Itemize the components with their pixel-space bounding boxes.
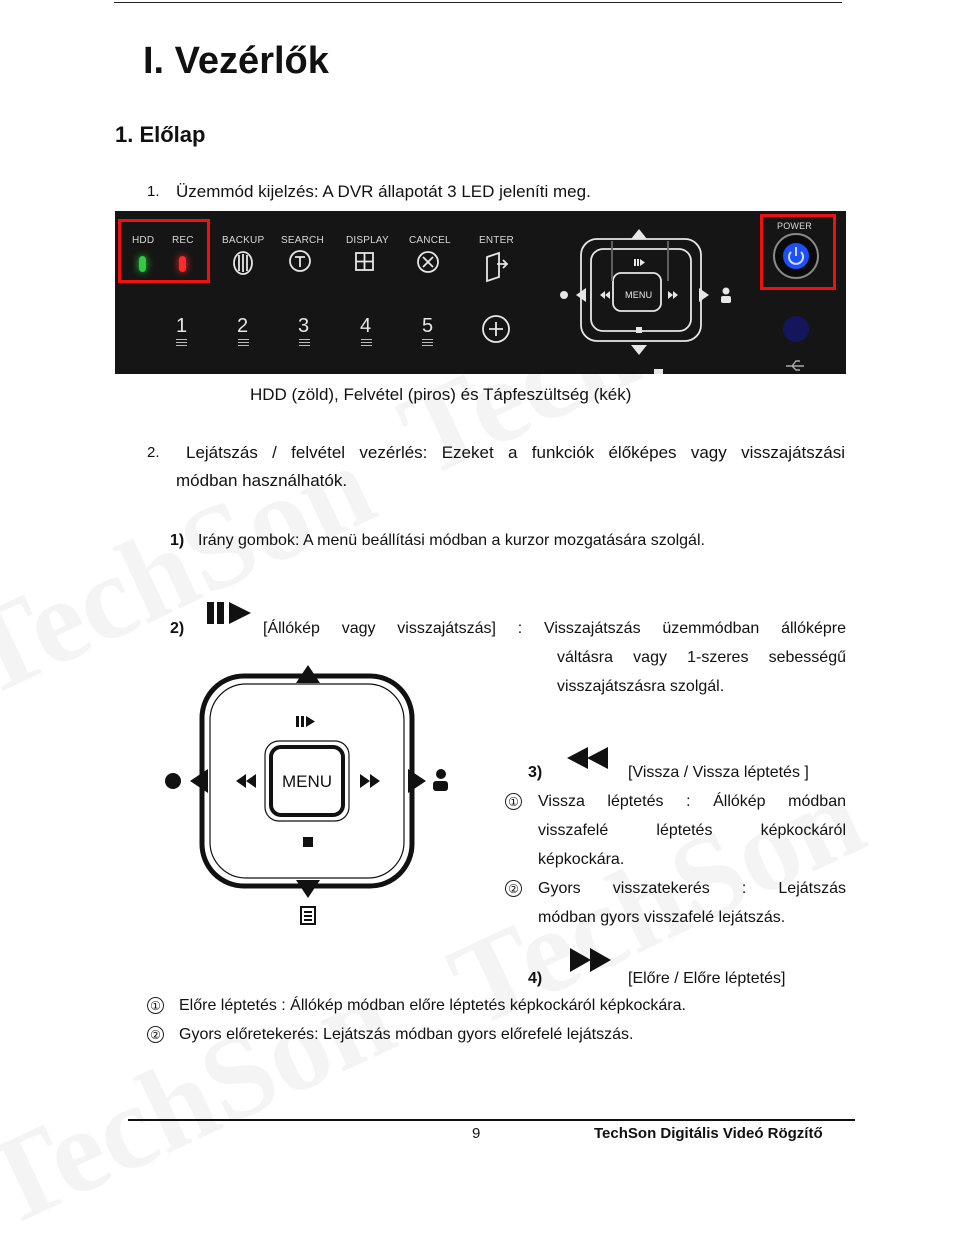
- panel-menu-label: MENU: [625, 290, 653, 300]
- channel-digit: 1: [176, 315, 188, 337]
- circled-number: ①: [505, 793, 522, 811]
- footer-title: TechSon Digitális Videó Rögzítő: [594, 1125, 823, 1142]
- sub3-title: [Vissza / Vissza léptetés ]: [628, 764, 809, 781]
- stop-icon: [303, 837, 313, 847]
- user-icon: [433, 769, 448, 791]
- enter-label: ENTER: [479, 235, 514, 246]
- circled-number: ②: [147, 1026, 164, 1044]
- search-icon: [290, 251, 310, 271]
- sub-number: 4): [528, 970, 543, 987]
- sub2-line3: visszajátszásra szolgál.: [557, 678, 725, 695]
- sub3-c2-line1: Gyors visszatekerés : Lejátszás: [538, 880, 846, 897]
- left-arrow-icon: [190, 769, 208, 793]
- channel-digit: 4: [360, 315, 372, 337]
- sub1-text: Irány gombok: A menü beállítási módban a kurzor mozgatására szolgál.: [198, 532, 705, 549]
- sub4-title: [Előre / Előre léptetés]: [628, 970, 786, 987]
- forward-small-icon: [360, 774, 380, 788]
- channel-dash-icon: [361, 339, 372, 340]
- channel-digit: 5: [422, 315, 434, 337]
- pause-play-small-icon: [296, 716, 315, 727]
- forward-icon: [568, 946, 614, 974]
- enter-icon: [487, 253, 507, 281]
- item-number: 1.: [147, 183, 160, 200]
- panel-menu-mini-icon: [654, 369, 663, 374]
- sub3-c1-line2: visszafelé léptetés képkockáról: [538, 822, 846, 839]
- hdd-label: HDD: [132, 235, 155, 246]
- circled-number: ①: [147, 997, 164, 1015]
- item2-line1: Lejátszás / felvétel vezérlés: Ezeket a funkciók élőképes vagy visszajátszási: [186, 443, 845, 462]
- usb-icon: [786, 361, 804, 370]
- sub3-c1-line1: Vissza léptetés : Állókép módban: [538, 793, 846, 810]
- sub-number: 1): [170, 532, 185, 549]
- display-icon: [356, 253, 373, 270]
- channel-dash-icon: [422, 339, 433, 340]
- sub4-c1-text: Előre léptetés : Állókép módban előre léptetés képkockáról képkockára.: [179, 997, 686, 1014]
- item2-line2: módban használhatók.: [176, 471, 348, 490]
- rewind-icon: [565, 745, 611, 771]
- cancel-icon: [418, 252, 438, 272]
- display-label: DISPLAY: [346, 235, 389, 246]
- channel-digit: 3: [298, 315, 310, 337]
- power-label: POWER: [777, 221, 813, 231]
- search-label: SEARCH: [281, 235, 324, 246]
- rewind-small-icon: [236, 774, 256, 788]
- sub-number: 2): [170, 620, 185, 637]
- down-arrow-icon: [296, 880, 320, 898]
- panel-icons: [115, 211, 846, 374]
- led-caption: HDD (zöld), Felvétel (piros) és Tápfeszültség (kék): [250, 385, 632, 404]
- sub3-c1-line3: képkockára.: [538, 851, 625, 868]
- page-title: I. Vezérlők: [143, 40, 329, 82]
- backup-icon: [234, 252, 252, 274]
- item-number: 2.: [147, 444, 160, 461]
- item1-text: Üzemmód kijelzés: A DVR állapotát 3 LED jeleníti meg.: [176, 182, 591, 201]
- rec-label: REC: [172, 235, 194, 246]
- sub3-c2-line2: módban gyors visszafelé lejátszás.: [538, 909, 786, 926]
- sub4-c2-text: Gyors előretekerés: Lejátszás módban gyors előrefelé lejátszás.: [179, 1026, 634, 1043]
- channel-dash-icon: [299, 339, 310, 340]
- list-icon: [301, 907, 315, 924]
- channel-dash-icon: [238, 339, 249, 340]
- record-icon: [165, 773, 181, 789]
- section-title: 1. Előlap: [115, 122, 206, 147]
- power-button-icon: [774, 234, 818, 342]
- channel-digit: 2: [237, 315, 249, 337]
- control-pad-diagram: [160, 660, 460, 935]
- sub2-line1: [Állókép vagy visszajátszás] : Visszajátszás üzemmódban állóképre: [263, 620, 846, 637]
- front-panel-image: [115, 211, 846, 374]
- circled-number: ②: [505, 880, 522, 898]
- channel-dash-icon: [176, 339, 187, 340]
- sub-number: 3): [528, 764, 543, 781]
- page-number: 9: [472, 1125, 481, 1142]
- watermark: [0, 946, 413, 1255]
- footer-rule: [128, 1119, 855, 1121]
- right-arrow-icon: [408, 769, 426, 793]
- sub2-line2: váltásra vagy 1-szeres sebességű: [557, 649, 846, 666]
- backup-label: BACKUP: [222, 235, 265, 246]
- cancel-label: CANCEL: [409, 235, 451, 246]
- diagram-menu-label: MENU: [281, 772, 333, 791]
- pause-play-icon: [205, 600, 255, 626]
- header-rule: [114, 2, 842, 3]
- add-icon: [483, 316, 509, 342]
